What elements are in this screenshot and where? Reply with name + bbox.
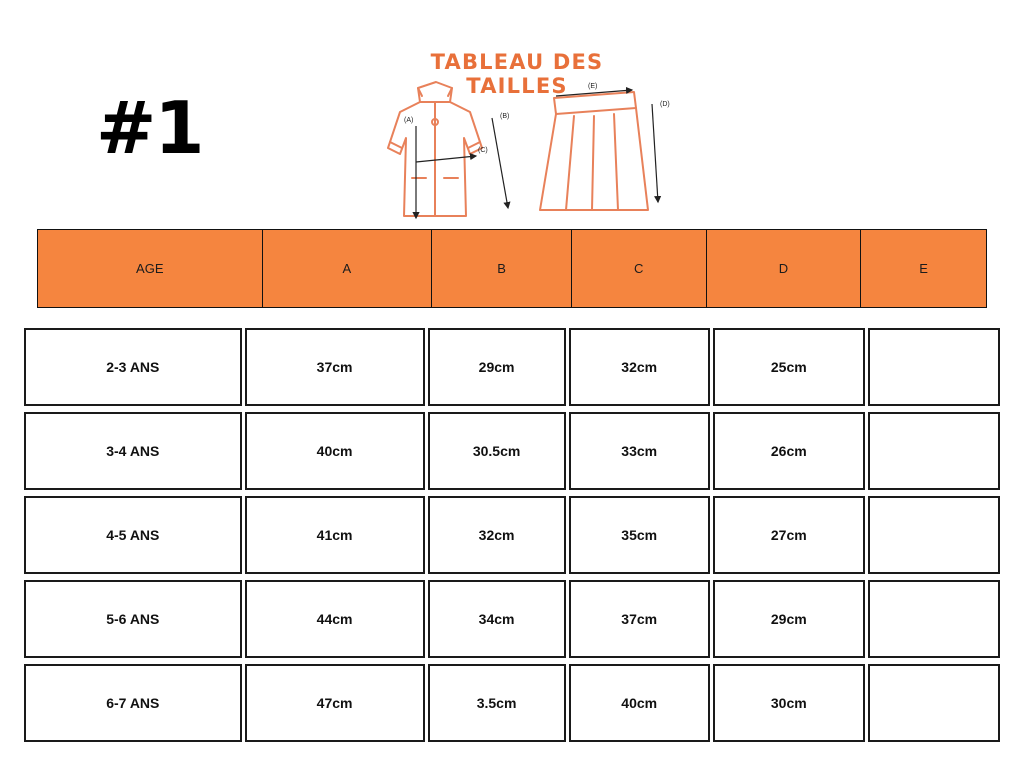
skirt-label-e: (E) bbox=[588, 83, 598, 90]
cell-a: 47cm bbox=[245, 664, 425, 742]
slide-number: #1 bbox=[96, 86, 203, 170]
cell-age: 4-5 ANS bbox=[24, 496, 242, 574]
cell-age: 5-6 ANS bbox=[24, 580, 242, 658]
table-header-row bbox=[37, 229, 987, 308]
table-row bbox=[24, 580, 1000, 658]
table-row bbox=[24, 496, 1000, 574]
cell-age: 2-3 ANS bbox=[24, 328, 242, 406]
cell-c: 32cm bbox=[569, 328, 710, 406]
table-row bbox=[24, 664, 1000, 742]
cell-a: 41cm bbox=[245, 496, 425, 574]
cell-d: 26cm bbox=[713, 412, 865, 490]
cell-d: 29cm bbox=[713, 580, 865, 658]
cell-d: 30cm bbox=[713, 664, 865, 742]
cell-age: 6-7 ANS bbox=[24, 664, 242, 742]
column-header-e: E bbox=[861, 230, 986, 307]
cell-d: 25cm bbox=[713, 328, 865, 406]
cell-e bbox=[868, 664, 1000, 742]
cell-b: 29cm bbox=[428, 328, 566, 406]
cell-a: 37cm bbox=[245, 328, 425, 406]
cell-b: 3.5cm bbox=[428, 664, 566, 742]
table-body bbox=[24, 328, 1000, 748]
cell-b: 30.5cm bbox=[428, 412, 566, 490]
cell-e bbox=[868, 412, 1000, 490]
table-row bbox=[24, 328, 1000, 406]
column-header-d: D bbox=[707, 230, 862, 307]
column-header-a: A bbox=[263, 230, 433, 307]
cell-b: 34cm bbox=[428, 580, 566, 658]
page-title: TABLEAU DES TAILLES bbox=[430, 50, 604, 98]
cell-c: 35cm bbox=[569, 496, 710, 574]
jacket-label-c: (C) bbox=[478, 147, 488, 154]
cell-c: 40cm bbox=[569, 664, 710, 742]
cell-age: 3-4 ANS bbox=[24, 412, 242, 490]
cell-c: 37cm bbox=[569, 580, 710, 658]
skirt-label-d: (D) bbox=[660, 101, 670, 108]
column-header-c: C bbox=[572, 230, 707, 307]
cell-a: 44cm bbox=[245, 580, 425, 658]
cell-a: 40cm bbox=[245, 412, 425, 490]
garment-illustration bbox=[360, 78, 700, 228]
jacket-label-a: (A) bbox=[404, 117, 414, 124]
cell-e bbox=[868, 580, 1000, 658]
cell-e bbox=[868, 496, 1000, 574]
cell-d: 27cm bbox=[713, 496, 865, 574]
table-row bbox=[24, 412, 1000, 490]
cell-c: 33cm bbox=[569, 412, 710, 490]
jacket-label-b: (B) bbox=[500, 113, 510, 120]
column-header-b: B bbox=[432, 230, 572, 307]
cell-e bbox=[868, 328, 1000, 406]
cell-b: 32cm bbox=[428, 496, 566, 574]
column-header-age: AGE bbox=[38, 230, 263, 307]
